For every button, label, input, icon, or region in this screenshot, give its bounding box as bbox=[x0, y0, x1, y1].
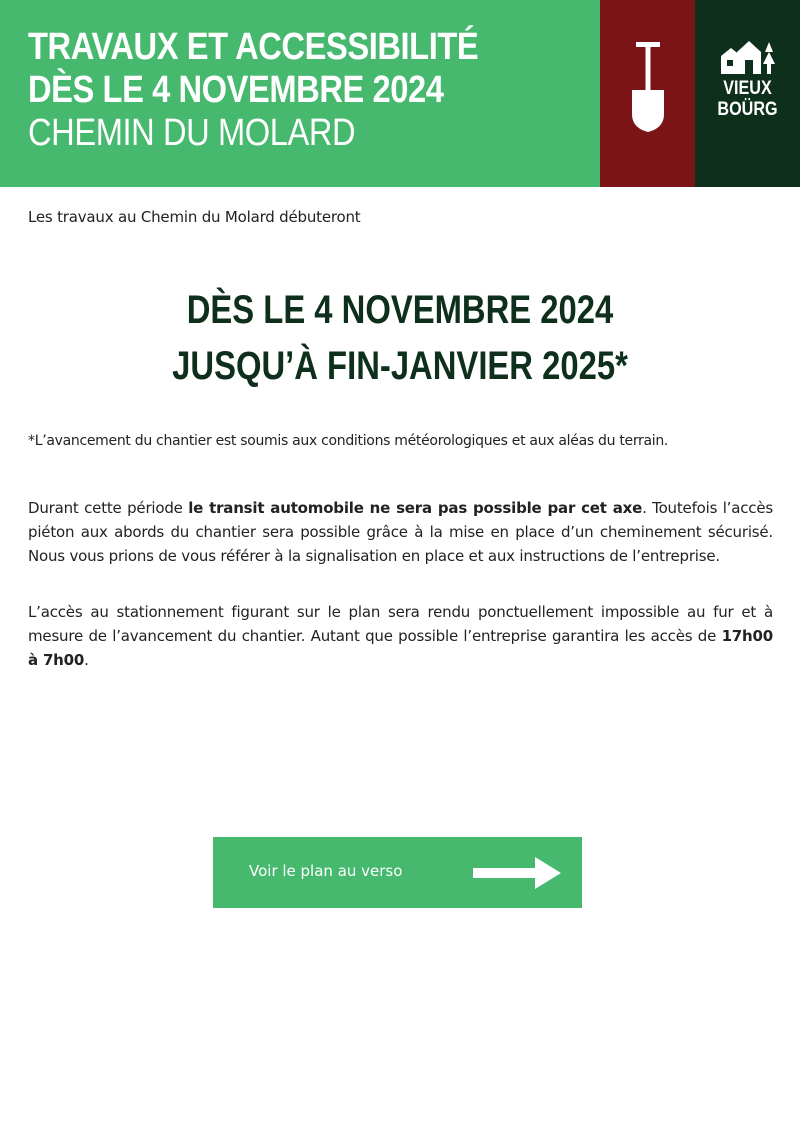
brand-logo-panel bbox=[695, 0, 800, 187]
intro-text: Les travaux au Chemin du Molard débuteront bbox=[28, 208, 361, 226]
shovel-icon bbox=[628, 42, 668, 134]
header-banner bbox=[0, 0, 800, 187]
parking-paragraph bbox=[28, 600, 773, 672]
brand-line-2: BOÜRG bbox=[717, 99, 778, 120]
village-tree-icon bbox=[719, 38, 775, 74]
end-date: JUSQU’À FIN-JANVIER 2025* bbox=[172, 344, 628, 388]
parking-text-end: . bbox=[84, 651, 89, 669]
transit-text-bold: le transit automobile ne sera pas possible par cet axe bbox=[188, 499, 643, 517]
date-range-heading bbox=[0, 282, 800, 394]
title-line-3: CHEMIN DU MOLARD bbox=[28, 112, 356, 154]
transit-paragraph bbox=[28, 496, 773, 568]
weather-footnote: *L’avancement du chantier est soumis aux conditions météorologiques et aux aléas du terrain. bbox=[28, 433, 669, 449]
page-title bbox=[28, 26, 510, 155]
brand-line-1: VIEUX bbox=[723, 78, 772, 99]
title-line-2: DÈS LE 4 NOVEMBRE 2024 bbox=[28, 69, 444, 111]
header-icon-panel bbox=[600, 0, 695, 187]
arrow-right-icon bbox=[473, 857, 561, 889]
start-date: DÈS LE 4 NOVEMBRE 2024 bbox=[186, 288, 614, 332]
transit-text-end: . Toutefois l’accès piéton aux abords du chantier sera possible grâce à la mise en place d’un cheminement sécurisé. Nous vous prions de vous référer à la signalisation en place et aux instructions de l’entreprise. bbox=[28, 499, 773, 565]
parking-hours: 17h00 à 7h00 bbox=[28, 627, 773, 669]
parking-text-start: L’accès au stationnement figurant sur le plan sera rendu ponctuellement impossible au fur et à mesure de l’avancement du chantier. Autant que possible l’entreprise garantira les accès de bbox=[28, 603, 773, 645]
see-map-label: Voir le plan au verso bbox=[249, 862, 403, 880]
brand-name bbox=[703, 78, 792, 120]
title-line-1: TRAVAUX ET ACCESSIBILITÉ bbox=[28, 26, 479, 68]
transit-text-start: Durant cette période bbox=[28, 499, 189, 517]
header-title-panel bbox=[0, 0, 600, 187]
see-map-button[interactable] bbox=[213, 837, 582, 908]
